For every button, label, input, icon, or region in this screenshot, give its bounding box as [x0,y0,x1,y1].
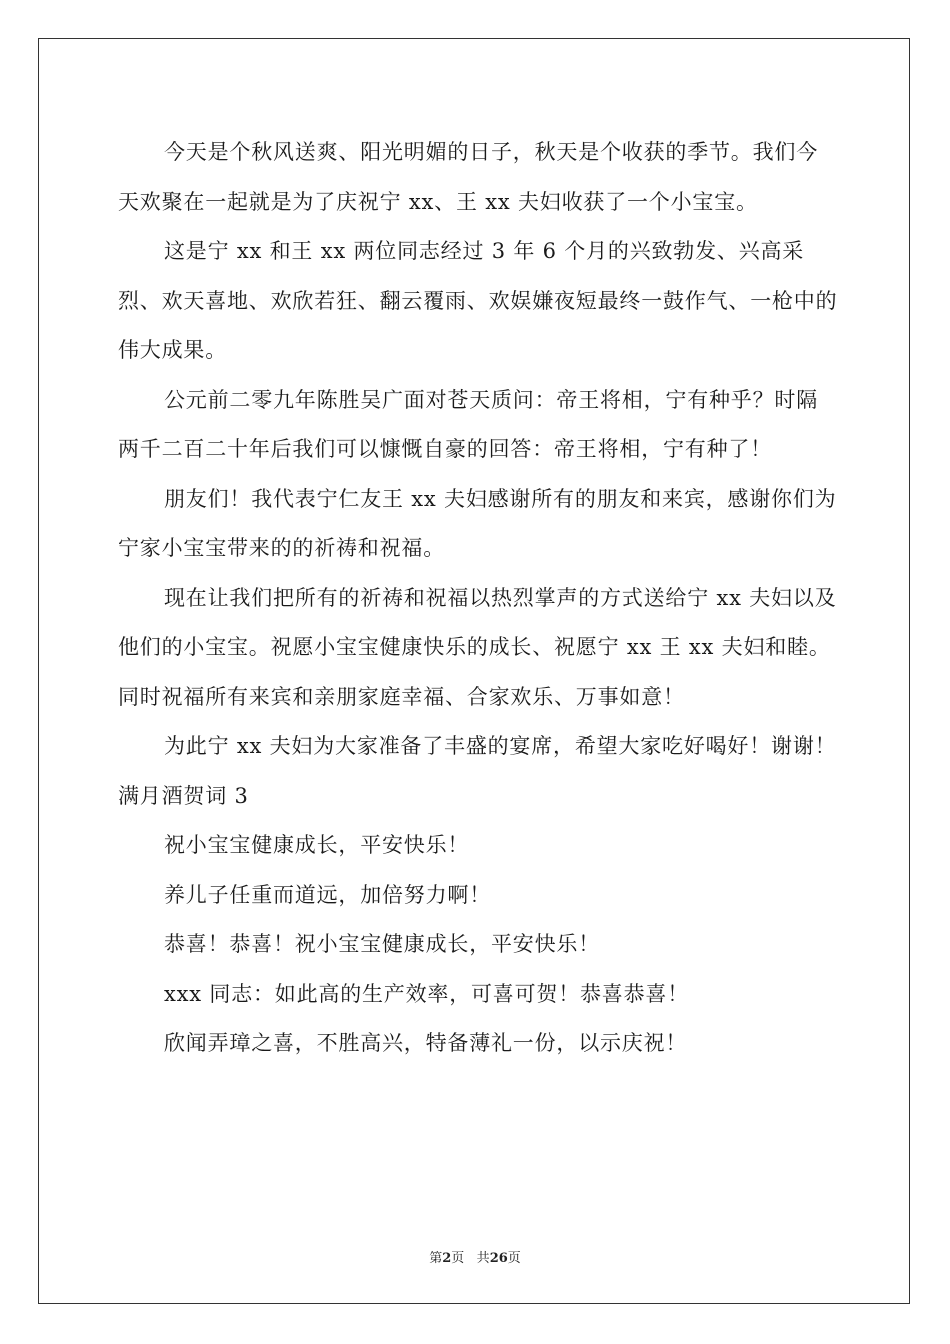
wish-line: 恭喜！恭喜！祝小宝宝健康成长，平安快乐！ [164,932,600,956]
paragraph: 为此宁 xx 夫妇为大家准备了丰盛的宴席，希望大家吃好喝好！谢谢！ [164,734,837,758]
document-body [118,128,838,1069]
wish-line: 祝小宝宝健康成长，平安快乐！ [164,833,470,857]
section-heading: 满月酒贺词 3 [118,783,249,808]
wish-line: 欣闻弄璋之喜，不胜高兴，特备薄礼一份，以示庆祝！ [164,1031,688,1055]
paragraph: 今天是个秋风送爽、阳光明媚的日子，秋天是个收获的季节。我们今天欢聚在一起就是为了庆祝宁 xx、王 xx 夫妇收获了一个小宝宝。 [118,140,818,214]
paragraph: 这是宁 xx 和王 xx 两位同志经过 3 年 6 个月的兴致勃发、兴高采烈、欢天喜地、欢欣若狂、翻云覆雨、欢娱嫌夜短最终一鼓作气、一枪中的伟大成果。 [118,239,838,362]
page-footer [0,1247,950,1266]
wish-line: 养儿子任重而道远，加倍努力啊！ [164,882,491,907]
total-suffix: 页 [507,1251,521,1266]
total-pages: 26 [489,1251,508,1266]
paragraph: 现在让我们把所有的祈祷和祝福以热烈掌声的方式送给宁 xx 夫妇以及他们的小宝宝。祝愿小宝宝健康快乐的成长、祝愿宁 xx 王 xx 夫妇和睦。同时祝福所有来宾和亲朋家庭幸福、合家欢乐、万事如意！ [118,585,837,709]
page-prefix: 第 [429,1251,443,1266]
total-prefix: 共 [476,1251,490,1266]
page-suffix: 页 [451,1251,465,1266]
paragraph: 公元前二零九年陈胜吴广面对苍天质问：帝王将相，宁有种乎？时隔两千二百二十年后我们可以慷慨自豪的回答：帝王将相，宁有种了！ [118,387,818,461]
wish-line: xxx 同志：如此高的生产效率，可喜可贺！恭喜恭喜！ [164,981,690,1006]
page-number: 2 [442,1251,452,1266]
paragraph: 朋友们！我代表宁仁友王 xx 夫妇感谢所有的朋友和来宾，感谢你们为宁家小宝宝带来的的祈祷和祝福。 [118,486,837,560]
